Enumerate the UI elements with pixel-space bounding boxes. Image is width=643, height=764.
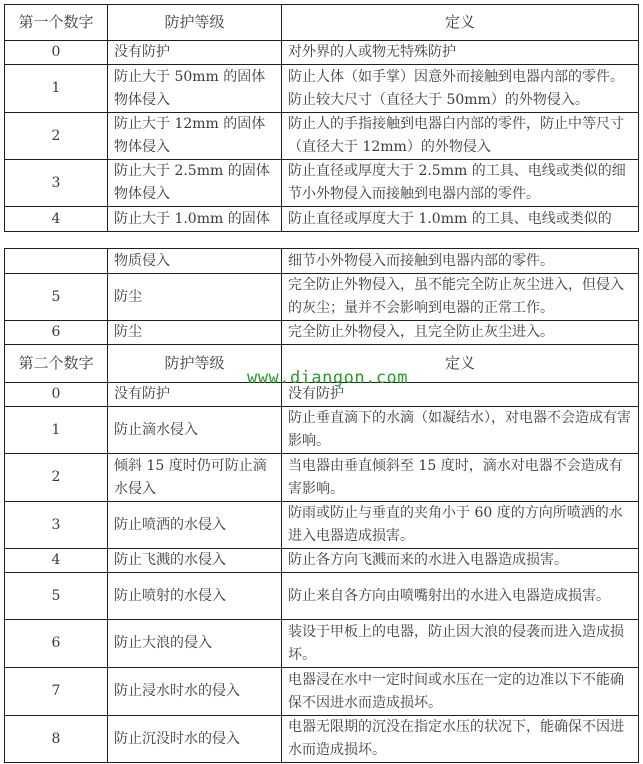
definition-cell: 防止垂直滴下的水滴（如凝结水），对电器不会造成有害影响。 — [282, 407, 639, 454]
table-row — [5, 383, 639, 407]
table-header-row — [5, 5, 639, 41]
table-row — [5, 321, 639, 345]
definition-cell: 电器无限期的沉没在指定水压的状况下，能确保不因进水而造成损坏。 — [282, 716, 639, 763]
level-cell: 物质侵入 — [108, 249, 282, 274]
table-row — [5, 274, 639, 321]
header-definition: 定义 — [282, 345, 639, 383]
digit-cell: 1 — [5, 407, 108, 454]
table-row — [5, 716, 639, 763]
table-row — [5, 573, 639, 620]
definition-cell: 防止来自各方向由喷嘴射出的水进入电器造成损害。 — [282, 573, 639, 620]
level-cell: 防止大于 1.0mm 的固体 — [108, 207, 282, 232]
level-cell: 防止大浪的侵入 — [108, 620, 282, 668]
level-cell: 防止飞溅的水侵入 — [108, 549, 282, 573]
table-row — [5, 549, 639, 573]
level-cell: 防尘 — [108, 274, 282, 321]
digit-cell: 6 — [5, 321, 108, 345]
level-cell: 防尘 — [108, 321, 282, 345]
table-row — [5, 207, 639, 232]
definition-cell: 防雨或防止与垂直的夹角小于 60 度的方向所喷洒的水进入电器造成损害。 — [282, 502, 639, 549]
level-cell: 没有防护 — [108, 41, 282, 65]
continuation-row — [5, 249, 639, 274]
digit-cell: 5 — [5, 274, 108, 321]
digit-cell: 0 — [5, 383, 108, 407]
digit-cell: 4 — [5, 207, 108, 232]
digit-cell: 2 — [5, 454, 108, 502]
level-cell: 防止大于 2.5mm 的固体物体侵入 — [108, 160, 282, 207]
definition-cell: 防止人的手指接触到电器白内部的零件，防止中等尺寸（直径大于 12mm）的外物侵入 — [282, 113, 639, 160]
table-header-row — [5, 345, 639, 383]
header-protection-level: 防护等级 — [108, 345, 282, 383]
table-row — [5, 65, 639, 113]
definition-cell: 防止直径或厚度大于 2.5mm 的工具、电线或类似的细节小外物侵入而接触到电器内部的零件。 — [282, 160, 639, 207]
level-cell: 防止大于 12mm 的固体物体侵入 — [108, 113, 282, 160]
digit-cell — [5, 249, 108, 274]
digit-cell: 8 — [5, 716, 108, 763]
ip-first-digit-table — [4, 4, 639, 232]
header-second-digit: 第二个数字 — [5, 345, 108, 383]
digit-cell: 1 — [5, 65, 108, 113]
header-protection-level: 防护等级 — [108, 5, 282, 41]
digit-cell: 5 — [5, 573, 108, 620]
header-first-digit: 第一个数字 — [5, 5, 108, 41]
definition-cell: 对外界的人或物无特殊防护 — [282, 41, 639, 65]
definition-cell: 装设于甲板上的电器，防止因大浪的侵袭而进入造成损坏。 — [282, 620, 639, 668]
definition-cell: 完全防止外物侵入，且完全防止灰尘进入。 — [282, 321, 639, 345]
definition-cell: 没有防护 — [282, 383, 639, 407]
level-cell: 防止沉没时水的侵入 — [108, 716, 282, 763]
ip-second-table — [4, 248, 639, 763]
digit-cell: 3 — [5, 160, 108, 207]
table-row — [5, 668, 639, 716]
header-definition: 定义 — [282, 5, 639, 41]
digit-cell: 7 — [5, 668, 108, 716]
table-row — [5, 502, 639, 549]
definition-cell: 完全防止外物侵入，虽不能完全防止灰尘进入，但侵入的灰尘；量并不会影响到电器的正常工作。 — [282, 274, 639, 321]
level-cell: 倾斜 15 度时仍可防止滴水侵入 — [108, 454, 282, 502]
table-row — [5, 407, 639, 454]
definition-cell: 电器浸在水中一定时间或水压在一定的边准以下不能确保不因进水而造成损坏。 — [282, 668, 639, 716]
table-row — [5, 160, 639, 207]
definition-cell: 细节小外物侵入而接触到电器内部的零件。 — [282, 249, 639, 274]
table-row — [5, 41, 639, 65]
definition-cell: 防止各方向飞溅而来的水进入电器造成损害。 — [282, 549, 639, 573]
definition-cell: 防止直径或厚度大于 1.0mm 的工具、电线或类似的 — [282, 207, 639, 232]
level-cell: 防止喷射的水侵入 — [108, 573, 282, 620]
table-row — [5, 113, 639, 160]
watermark-text: www.diangon.com — [247, 368, 409, 388]
digit-cell: 6 — [5, 620, 108, 668]
definition-cell: 防止人体（如手掌）因意外而接触到电器内部的零件。防止较大尺寸（直径大于 50mm）的外物侵入。 — [282, 65, 639, 113]
level-cell: 防止浸水时水的侵入 — [108, 668, 282, 716]
digit-cell: 3 — [5, 502, 108, 549]
level-cell: 防止滴水侵入 — [108, 407, 282, 454]
level-cell: 防止大于 50mm 的固体物体侵入 — [108, 65, 282, 113]
digit-cell: 2 — [5, 113, 108, 160]
level-cell: 没有防护 — [108, 383, 282, 407]
definition-cell: 当电器由垂直倾斜至 15 度时，滴水对电器不会造成有害影响。 — [282, 454, 639, 502]
level-cell: 防止喷洒的水侵入 — [108, 502, 282, 549]
table-row — [5, 454, 639, 502]
table-row — [5, 620, 639, 668]
digit-cell: 0 — [5, 41, 108, 65]
digit-cell: 4 — [5, 549, 108, 573]
